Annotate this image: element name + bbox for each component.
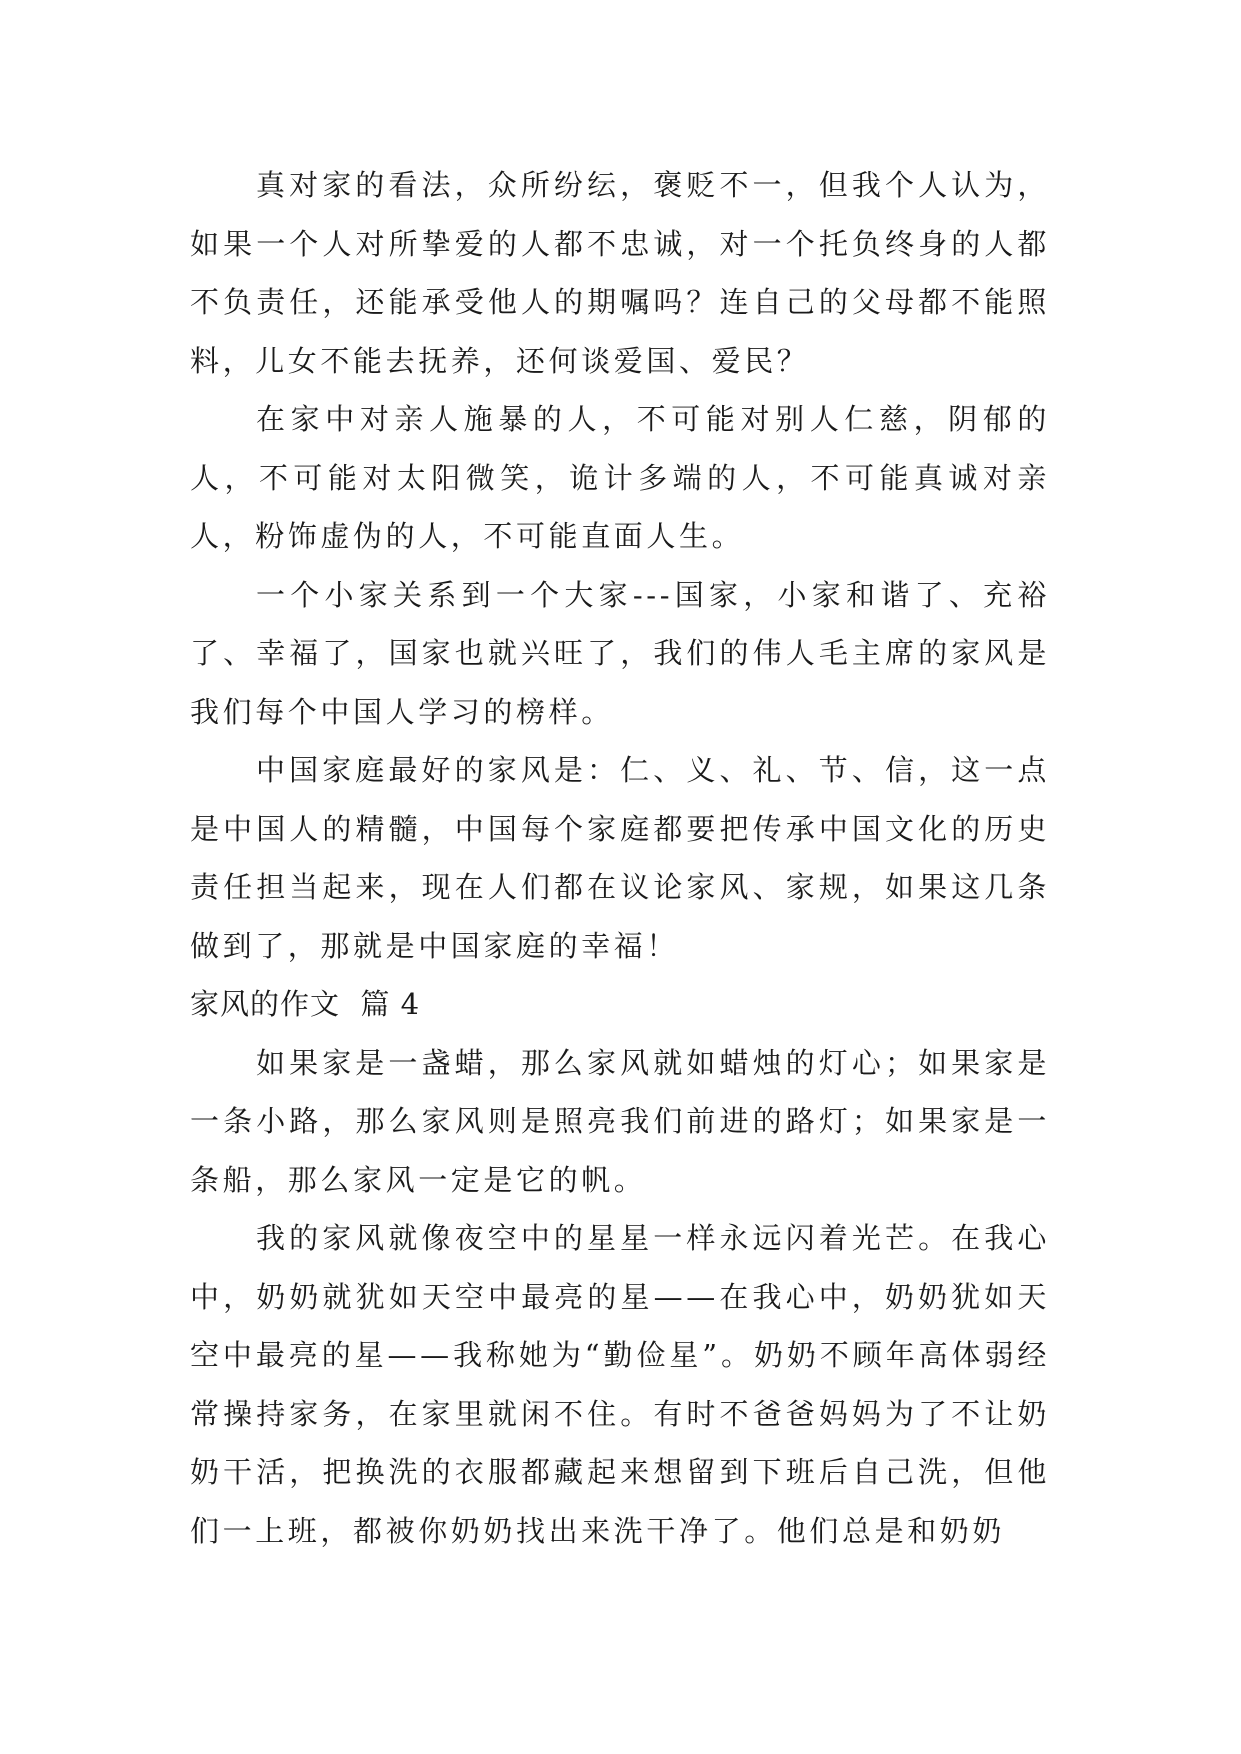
paragraph-2: 在家中对亲人施暴的人，不可能对别人仁慈，阴郁的人，不可能对太阳微笑，诡计多端的人，不可能真诚对亲人，粉饰虚伪的人，不可能直面人生。 — [190, 402, 1050, 553]
document-body — [190, 156, 1050, 1560]
paragraph-1: 真对家的看法，众所纷纭，褒贬不一，但我个人认为，如果一个人对所挚爱的人都不忠诚，对一个托负终身的人都不负责任，还能承受他人的期嘱吗？连自己的父母都不能照料，儿女不能去抚养，还何谈爱国、爱民？ — [190, 168, 1050, 378]
paragraph-3: 一个小家关系到一个大家---国家，小家和谐了、充裕了、幸福了，国家也就兴旺了，我们的伟人毛主席的家风是我们每个中国人学习的榜样。 — [190, 577, 1050, 729]
paragraph-5: 如果家是一盏蜡，那么家风就如蜡烛的灯心；如果家是一条小路，那么家风则是照亮我们前进的路灯；如果家是一条船，那么家风一定是它的帆。 — [190, 1045, 1050, 1197]
paragraph-4: 中国家庭最好的家风是：仁、义、礼、节、信，这一点是中国人的精髓，中国每个家庭都要把传承中国文化的历史责任担当起来，现在人们都在议论家风、家规，如果这几条做到了，那就是中国家庭的幸福！ — [190, 753, 1050, 963]
paragraph-6: 我的家风就像夜空中的星星一样永远闪着光芒。在我心中，奶奶就犹如天空中最亮的星——在我心中，奶奶犹如天空中最亮的星——我称她为“勤俭星”。奶奶不顾年高体弱经常操持家务，在家里就闲不住。有时不爸爸妈妈为了不让奶奶干活，把换洗的衣服都藏起来想留到下班后自己洗，但他们一上班，都被你奶奶找出来洗干净了。他们总是和奶奶 — [190, 1221, 1050, 1548]
section-heading: 家风的作文 篇 4 — [190, 987, 421, 1021]
